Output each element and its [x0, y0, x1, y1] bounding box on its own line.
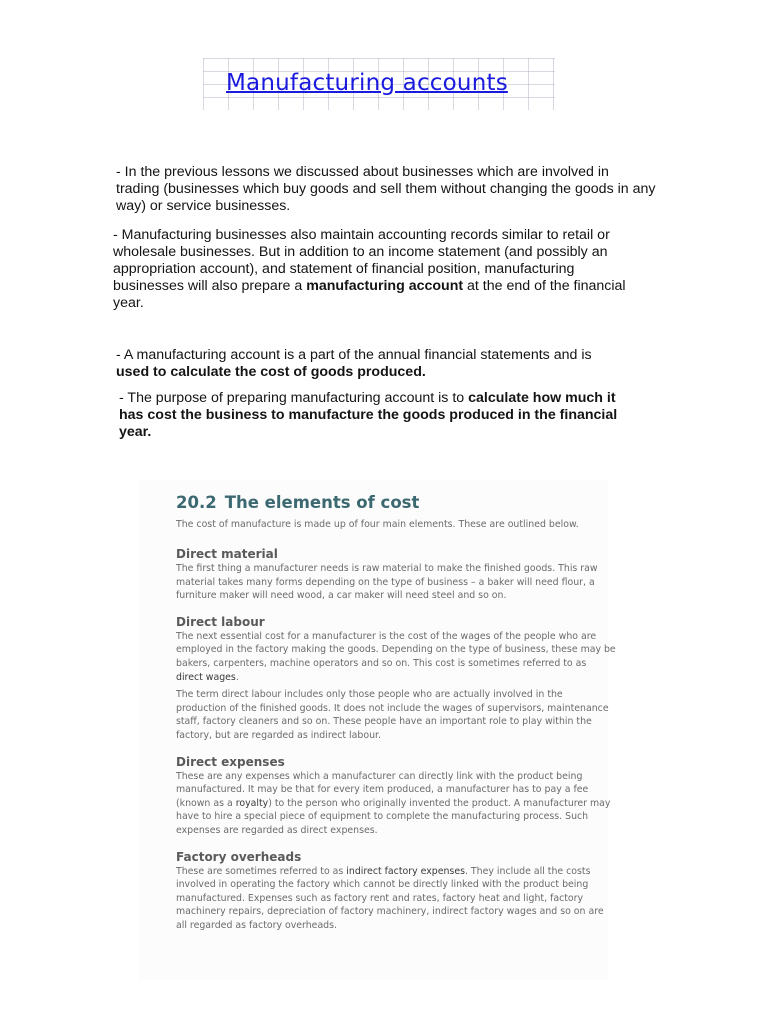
p3-text-a: - A manufacturing account is a part of the annual financial statements and is — [116, 347, 592, 363]
section-title: The elements of cost — [224, 493, 420, 512]
direct-expenses-term: royalty — [235, 797, 269, 809]
direct-expenses-text-a: These are any expenses which a manufacturer can directly link with the product being manufactured. It may be that for every item produced, a manufacturer has to pay a fee (known as a — [176, 770, 589, 809]
text-direct-labour — [176, 630, 616, 684]
p4-text-a: - The purpose of preparing manufacturing account is to — [119, 390, 469, 406]
paragraph-trading-intro: - In the previous lessons we discussed about businesses which are involved in trading (businesses which buy goods and sell them without changing the goods in any way) or service businesses. — [116, 164, 656, 214]
heading-direct-material: Direct material — [176, 547, 278, 561]
paragraph-account-definition — [116, 347, 626, 381]
section-heading — [176, 493, 616, 512]
heading-factory-overheads: Factory overheads — [176, 849, 302, 864]
p2-text-a: - Manufacturing businesses also maintain accounting records similar to retail or wholesale businesses. But in addition to an income statement (and possibly an appropriation account), and statement of financial position, manufacturing businesses will also prepare a — [113, 227, 610, 294]
p2-bold-term: manufacturing account — [306, 278, 464, 294]
factory-overheads-text-b: . They include all the costs involved in operating the factory which cannot be directly linked with the product being manufactured. Expenses such as factory rent and rates, factory heat and light, factory machinery repairs, depreciation of factory machinery, indirect factory wages and so on are all regarded as factory overheads. — [176, 865, 604, 931]
page-title: Manufacturing accounts — [226, 70, 508, 96]
text-direct-material: The first thing a manufacturer needs is raw material to make the finished goods. This raw material takes many forms depending on the type of business – a baker will need flour, a furniture maker will need wood, a car maker will need steel and so on. — [176, 563, 598, 602]
direct-labour-text-a: The next essential cost for a manufacturer is the cost of the wages of the people who are employed in the factory making the goods. Depending on the type of business, these may be bakers, carpenters, machine operators and so on. This cost is sometimes referred to as — [176, 630, 616, 669]
text-direct-expenses — [176, 770, 616, 838]
text-factory-overheads — [176, 865, 616, 933]
direct-labour-text-b: . — [235, 671, 239, 683]
section-number: 20.2 — [176, 493, 217, 512]
paragraph-account-purpose — [119, 390, 639, 441]
text-direct-labour-2: The term direct labour includes only those people who are actually involved in the production of the finished goods. It does not include the wages of supervisors, maintenance staff, factory cleaners and so on. These people have an important role to play within the factory, but are regarded as indirect labour. — [176, 689, 609, 741]
section-intro: The cost of manufacture is made up of four main elements. These are outlined below. — [176, 519, 579, 530]
heading-direct-expenses: Direct expenses — [176, 754, 285, 769]
heading-direct-labour: Direct labour — [176, 614, 265, 629]
paragraph-manufacturing-businesses — [113, 227, 633, 312]
textbook-excerpt — [176, 493, 616, 944]
direct-expenses-text-b: ) to the person who originally invented the product. A manufacturer may have to hire a special piece of equipment to complete the manufacturing process. Such expenses are regarded as direct expenses. — [176, 797, 611, 836]
factory-overheads-text-a: These are sometimes referred to as — [176, 865, 347, 877]
p2-text-c: at the end of the financial year. — [113, 278, 626, 311]
direct-labour-term: direct wages — [176, 671, 236, 683]
factory-overheads-term: indirect factory expenses — [346, 865, 465, 877]
p3-bold-term: used to calculate the cost of goods produced. — [116, 364, 426, 380]
p4-bold-term: calculate how much it has cost the business to manufacture the goods produced in the financial year. — [119, 390, 618, 440]
